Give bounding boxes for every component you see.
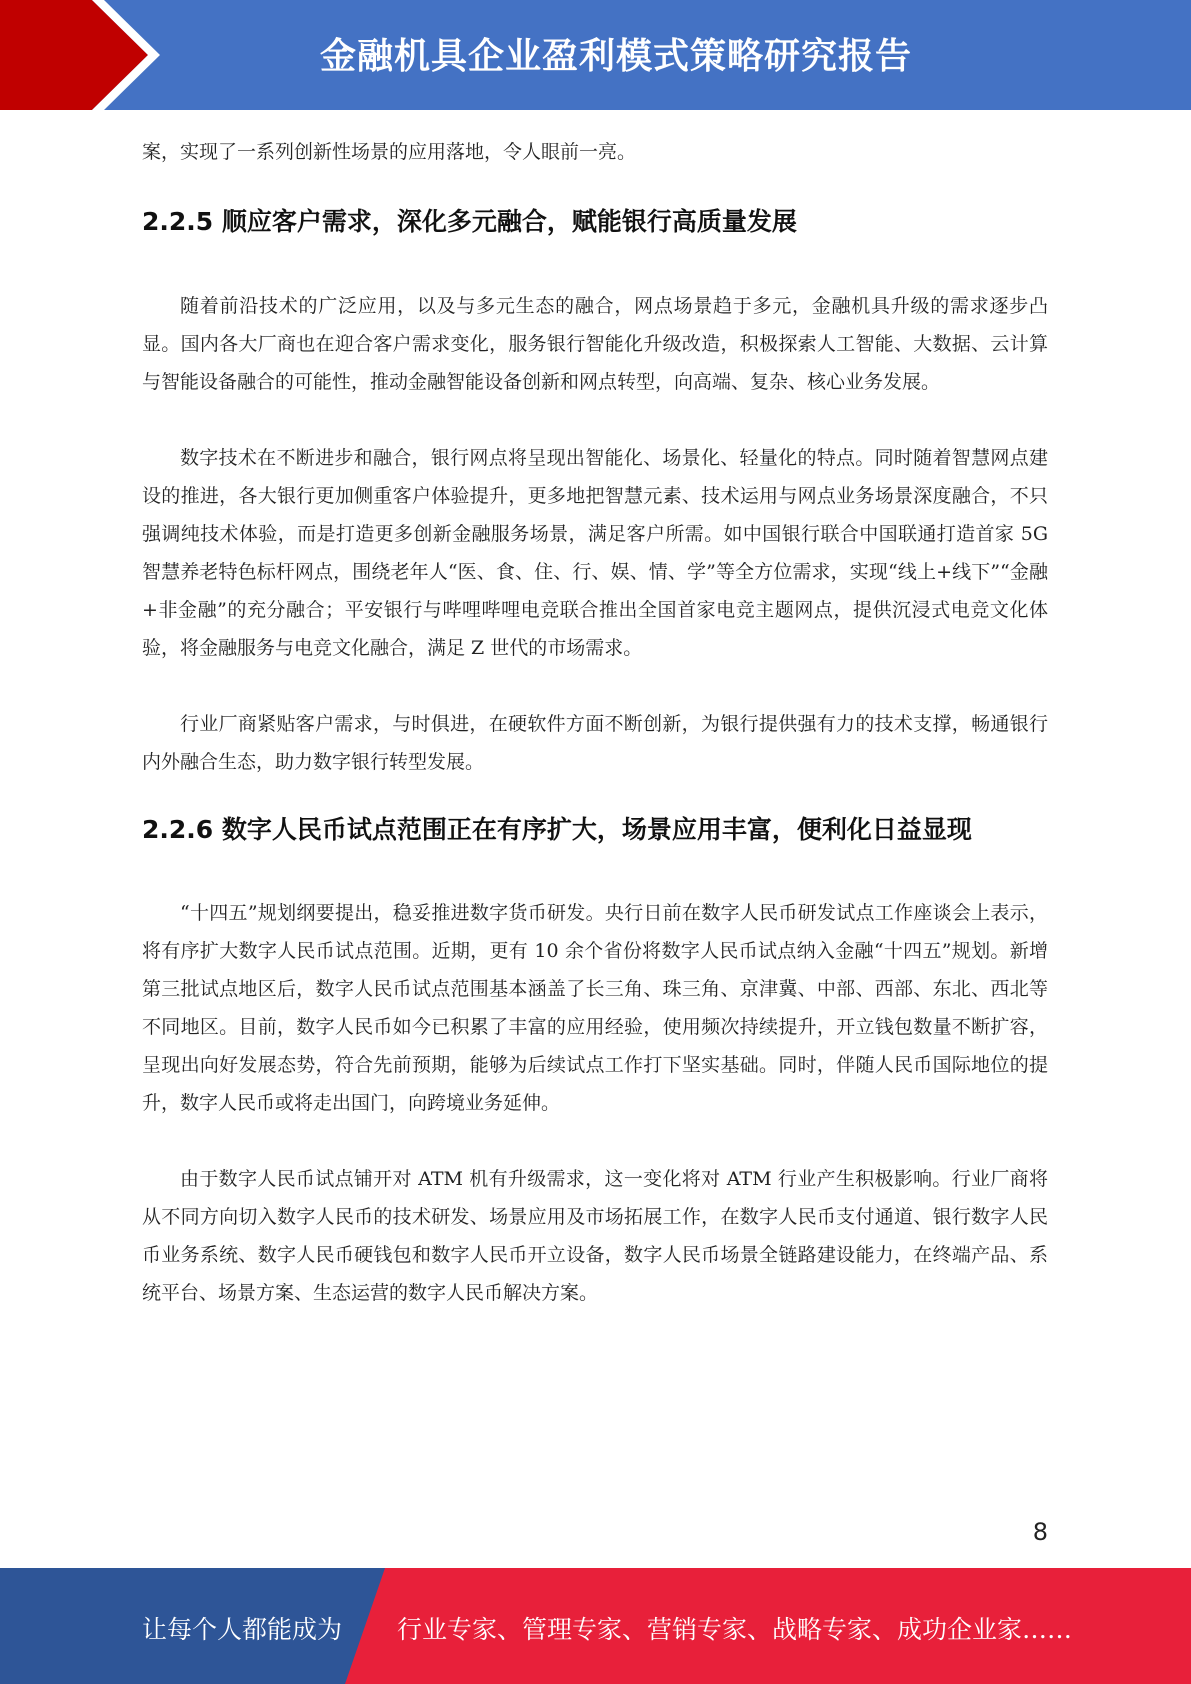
report-title: 金融机具企业盈利模式策略研究报告	[320, 36, 913, 77]
page-number: 8	[1032, 1518, 1048, 1546]
header-banner	[0, 0, 1191, 110]
section-2-2-5-paragraph-1: 随着前沿技术的广泛应用，以及与多元生态的融合，网点场景趋于多元，金融机具升级的需求逐步凸显。国内各大厂商也在迎合客户需求变化，服务银行智能化升级改造，积极探索人工智能、大数据、云计算与智能设备融合的可能性，推动金融智能设备创新和网点转型，向高端、复杂、核心业务发展。	[142, 295, 1048, 393]
section-heading-2-2-6: 2.2.6 数字人民币试点范围正在有序扩大，场景应用丰富，便利化日益显现	[142, 815, 972, 844]
footer-slogan-left: 让每个人都能成为	[142, 1615, 343, 1644]
section-2-2-5-paragraph-2: 数字技术在不断进步和融合，银行网点将呈现出智能化、场景化、轻量化的特点。同时随着智慧网点建设的推进，各大银行更加侧重客户体验提升，更多地把智慧元素、技术运用与网点业务场景深度融合，不只强调纯技术体验，而是打造更多创新金融服务场景，满足客户所需。如中国银行联合中国联通打造首家 5G 智慧养老特色标杆网点，围绕老年人“医、食、住、行、娱、情、学”等全方位需求，实现“线上+线下”“金融+非金融”的充分融合；平安银行与哔哩哔哩电竞联合推出全国首家电竞主题网点，提供沉浸式电竞文化体验，将金融服务与电竞文化融合，满足 Z 世代的市场需求。	[142, 447, 1048, 659]
section-2-2-6-paragraph-2: 由于数字人民币试点铺开对 ATM 机有升级需求，这一变化将对 ATM 行业产生积极影响。行业厂商将从不同方向切入数字人民币的技术研发、场景应用及市场拓展工作，在数字人民币支付通道、银行数字人民币业务系统、数字人民币硬钱包和数字人民币开立设备，数字人民币场景全链路建设能力，在终端产品、系统平台、场景方案、生态运营的数字人民币解决方案。	[142, 1168, 1048, 1304]
footer-banner	[0, 1568, 1191, 1684]
section-heading-2-2-5: 2.2.5 顺应客户需求，深化多元融合，赋能银行高质量发展	[142, 207, 797, 236]
intro-paragraph: 案，实现了一系列创新性场景的应用落地，令人眼前一亮。	[142, 141, 637, 163]
page-content	[142, 133, 1048, 1312]
footer-slogan-right: 行业专家、管理专家、营销专家、战略专家、成功企业家……	[397, 1615, 1073, 1644]
section-2-2-5-paragraph-3: 行业厂商紧贴客户需求，与时俱进，在硬软件方面不断创新，为银行提供强有力的技术支撑，畅通银行内外融合生态，助力数字银行转型发展。	[142, 713, 1048, 773]
section-2-2-6-paragraph-1: “十四五”规划纲要提出，稳妥推进数字货币研发。央行日前在数字人民币研发试点工作座谈会上表示，将有序扩大数字人民币试点范围。近期，更有 10 余个省份将数字人民币试点纳入金融“十四五”规划。新增第三批试点地区后，数字人民币试点范围基本涵盖了长三角、珠三角、京津冀、中部、西部、东北、西北等不同地区。目前，数字人民币如今已积累了丰富的应用经验，使用频次持续提升，开立钱包数量不断扩容，呈现出向好发展态势，符合先前预期，能够为后续试点工作打下坚实基础。同时，伴随人民币国际地位的提升，数字人民币或将走出国门，向跨境业务延伸。	[142, 902, 1048, 1114]
